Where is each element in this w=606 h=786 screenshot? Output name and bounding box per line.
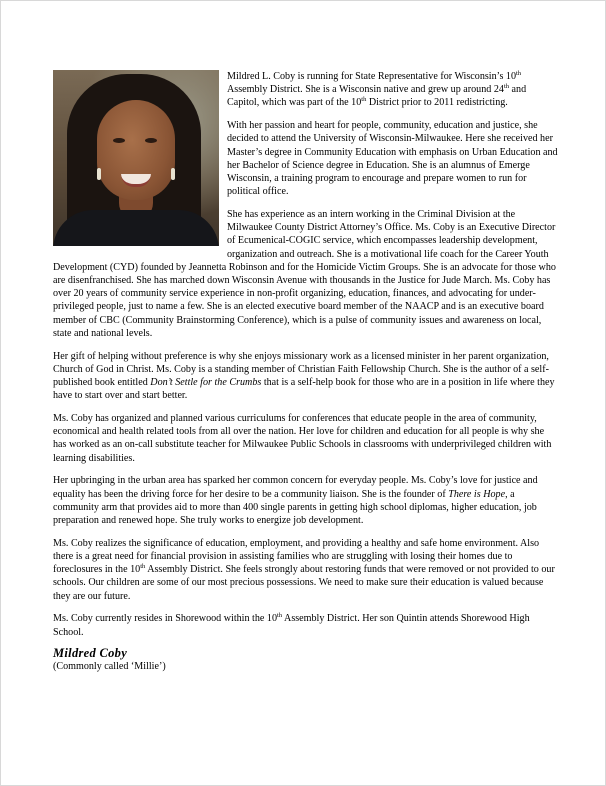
signature-block: [53, 646, 558, 673]
ordinal-suffix: th: [503, 83, 510, 91]
nickname-caption: (Commonly called ‘Millie’): [53, 661, 166, 673]
portrait-photo: [53, 70, 219, 246]
bio-paragraph-curriculums: Ms. Coby has organized and planned various curriculums for conferences that educate people in the area of community, economical and health related tools from all over the nation. Her love for children and education for all people is why she has worked as an on-call substitute teacher for Milwaukee Public Schools in classrooms with underprivileged children with learning disabilities.: [53, 413, 552, 464]
bio-paragraph-experience: She has experience as an intern working in the Criminal Division at the Milwaukee County District Attorney’s Office. Ms. Coby is an Executive Director of Ecumenical-COGIC service, which encompasses leadership development, organization and outreach. She is a motivational life coach for the Career Youth Development (CYD) founded by Jeannetta Robinson and for the Homicide Victim Groups. She is an advocate for those who are disenfranchised. She has marched down Wisconsin Avenue with thousands in the Justice for Jude March. Ms. Coby has over 20 years of community service experience in non-profit organizing, education, finances, and advocating for under-privileged people, just to name a few. She is an elected executive board member of the NAACP and is an executive board member of CBC (Community Brainstorming Conference), which is a pulse of community issues and awareness on local, state and national levels.: [53, 209, 556, 339]
signature: Mildred Coby: [53, 646, 128, 661]
ordinal-suffix: th: [140, 563, 146, 571]
ordinal-suffix: th: [361, 96, 367, 104]
ordinal-suffix: th: [516, 70, 522, 77]
bio-paragraph-upbringing: Her upbringing in the urban area has sparked her common concern for everyday people. Ms. Coby’s love for justice and equality has been the driving force for her desire to be a community liaison. She is the founder of There is Hope, a community arm that provides aid to more than 400 single parents in getting high school diplomas, higher education, job preparation and renewed hope. She truly works to energize job development.: [53, 475, 538, 527]
bio-paragraph-residence: Ms. Coby currently resides in Shorewood within the 10th Assembly District. Her son Quintin attends Shorewood High School.: [53, 612, 530, 638]
ordinal-suffix: th: [277, 612, 283, 620]
bio-paragraph-candidacy: Mildred L. Coby is running for State Representative for Wisconsin’s 10th Assembly District. She is a Wisconsin native and grew up around 24th and Capitol, which was part of the 10th District prior to 2011 redistricting.: [227, 70, 527, 109]
bio-paragraph-ministry: Her gift of helping without preference is why she enjoys missionary work as a licensed minister in her parent organization, Church of God in Christ. Ms. Coby is a standing member of Christian Faith Fellowship Church. She is the author of a self-published book entitled Don’t Settle for the Crumbs that is a self-help book for those who are in a position in life where they have to start over and start better.: [53, 350, 555, 402]
biography-content: [53, 70, 558, 673]
bio-paragraph-priorities: Ms. Coby realizes the significance of education, employment, and providing a healthy and safe home environment. Also there is a great need for financial provision in assisting families who are struggling with losing their homes due to foreclosures in the 10th Assembly District. She feels strongly about restoring funds that were removed or not provided to our schools. Our children are some of our most precious possessions. We need to make sure their education is valued because they are our future.: [53, 537, 555, 602]
bio-paragraph-education: With her passion and heart for people, community, education and justice, she decided to attend the University of Wisconsin-Milwaukee. Here she received her Master’s degree in Community Education with emphasis on Urban Education and her Bachelor of Science degree in Education. She is an alumnus of Emerge Wisconsin, a training program to encourage and prepare women to run for political office.: [227, 120, 558, 198]
italic-title: There is Hope: [448, 488, 506, 500]
italic-title: Don’t Settle for the Crumbs: [150, 377, 262, 389]
